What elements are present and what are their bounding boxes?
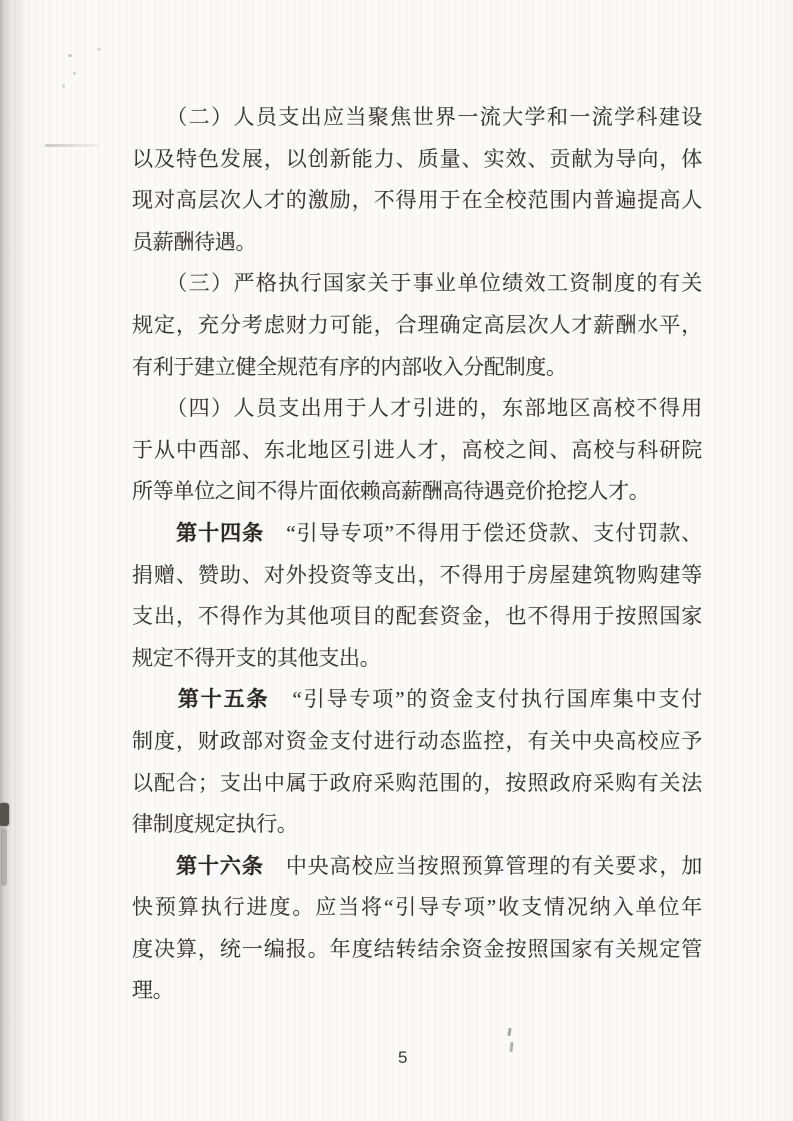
text-segment: 支出，不得作为其他项目的配套资金，也不得用于按照国家 [132,604,702,629]
text-line [132,97,702,139]
text-segment: 捐赠、赞助、对外投资等支出，不得用于房屋建筑物购建等 [132,562,702,587]
text-segment: 理。 [132,978,174,1003]
text-line [132,555,702,597]
text-line [132,139,702,181]
document-body [132,97,702,1012]
text-line [132,846,702,888]
scan-dash-artifact [45,144,99,147]
text-segment: 规定，充分考虑财力可能，合理确定高层次人才薪酬水平， [132,312,702,337]
text-segment: （四）人员支出用于人才引进的，东部地区高校不得用 [132,396,702,421]
paragraph [132,513,702,679]
text-line [132,180,702,222]
scan-smudge-light [1,828,7,886]
scan-smudge-dark [0,803,9,826]
text-segment [132,687,178,711]
paragraph [132,388,702,513]
article-number: 第十六条 [175,853,264,878]
text-segment: 以配合；支出中属于政府采购范围的，按照政府采购有关法 [132,770,702,795]
text-segment: “引导专项”不得用于偿还贷款、支付罚款、 [264,520,702,545]
scan-speck [68,54,72,57]
paragraph [132,679,702,845]
text-segment [132,854,176,878]
text-line [132,513,702,555]
scan-edge-shadow [14,0,28,1121]
text-segment: 度决算，统一编报。年度结转结余资金按照国家有关规定管 [132,936,702,961]
text-segment: 中央高校应当按照预算管理的有关要求，加 [263,853,702,878]
text-line [132,388,702,430]
text-segment: 律制度规定执行。 [132,812,298,837]
text-segment: 快预算执行进度。应当将“引导专项”收支情况纳入单位年 [132,895,702,920]
text-line [132,305,702,347]
scan-speck [97,48,101,51]
text-segment: （二）人员支出应当聚焦世界一流大学和一流学科建设 [132,105,702,129]
text-line [132,347,702,389]
paragraph [132,263,702,388]
text-line [132,929,702,971]
scan-speck [73,72,76,75]
text-line [132,430,702,472]
text-segment: 制度，财政部对资金支付进行动态监控，有关中央高校应予 [132,728,702,753]
text-segment: 员薪酬待遇。 [132,229,257,254]
text-segment: 规定不得开支的其他支出。 [132,645,381,670]
text-line [132,679,702,721]
text-line [132,263,702,305]
paragraph [132,97,702,263]
text-segment: “引导专项”的资金支付执行国库集中支付 [269,687,702,712]
text-segment: 所等单位之间不得片面依赖高薪酬高待遇竞价抢挖人才。 [132,479,650,504]
text-segment: 有利于建立健全规范有序的内部收入分配制度。 [132,354,567,379]
text-segment: 现对高层次人才的激励，不得用于在全校范围内普遍提高人 [132,188,702,213]
paragraph [132,846,702,1012]
text-line [132,471,702,513]
page-number: 5 [398,1048,408,1067]
text-segment: （三）严格执行国家关于事业单位绩效工资制度的有关 [132,271,702,296]
text-segment: 于从中西部、东北地区引进人才，高校之间、高校与科研院 [132,437,702,462]
text-line [132,638,702,680]
text-line [132,887,702,929]
article-number: 第十四条 [176,520,265,545]
scan-speck [62,84,65,88]
article-number: 第十五条 [177,687,270,712]
text-line [132,804,702,846]
text-line [132,222,702,264]
scan-tick-artifact [507,1028,511,1036]
text-line [132,721,702,763]
text-segment: 以及特色发展，以创新能力、质量、实效、贡献为导向，体 [132,146,702,171]
text-line [132,596,702,638]
text-segment [132,521,176,545]
text-line [132,970,702,1012]
text-line [132,763,702,805]
scan-tick-artifact [509,1042,513,1052]
